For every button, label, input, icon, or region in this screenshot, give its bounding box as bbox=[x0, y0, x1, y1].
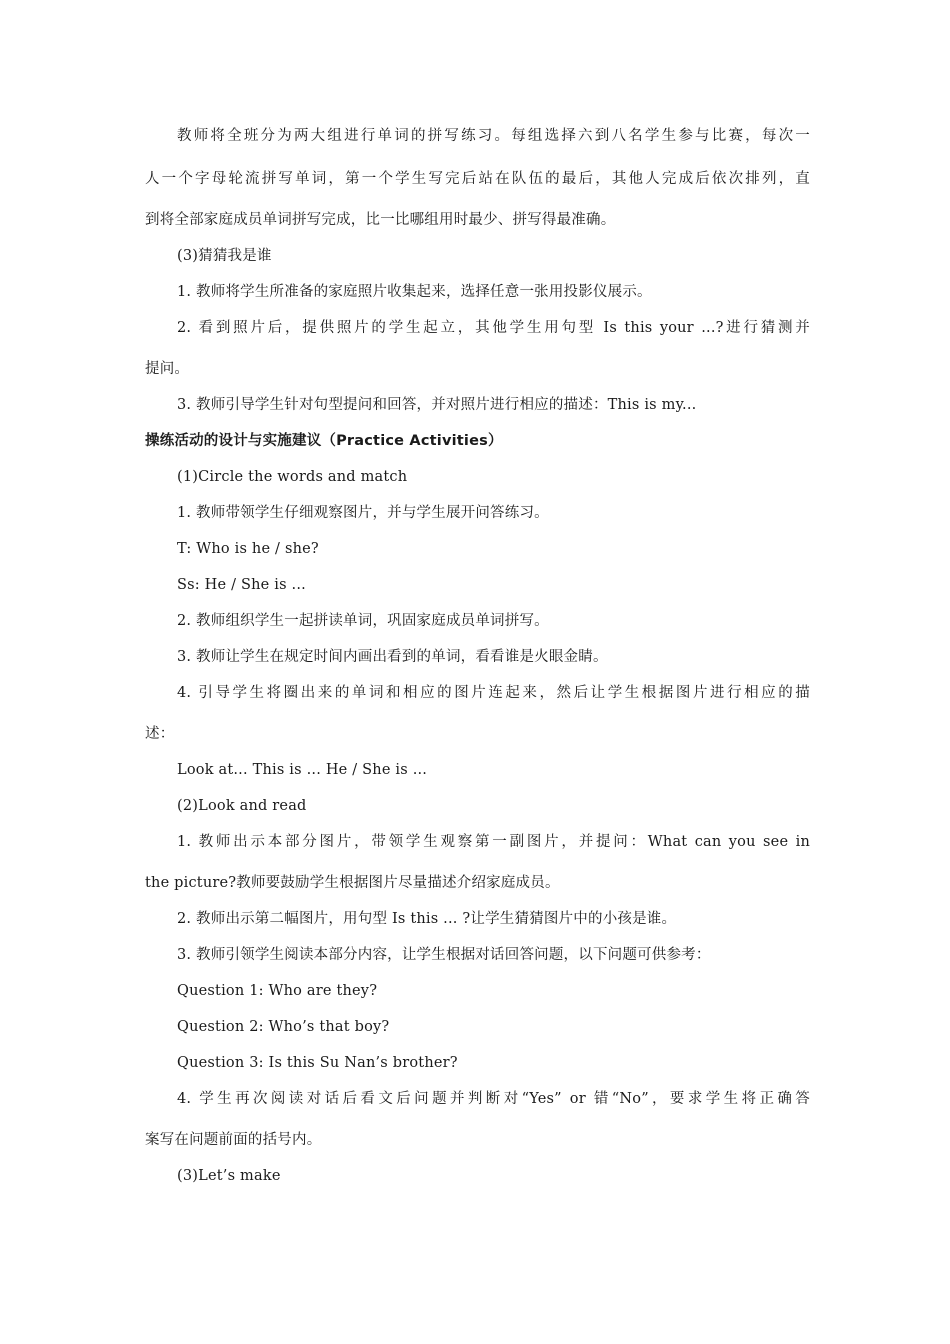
section-subheading: (2)Look and read bbox=[177, 798, 307, 814]
example-sentence: Look at... This is ... He / She is ... bbox=[177, 762, 428, 778]
section-subheading: (3)猜猜我是谁 bbox=[177, 248, 272, 264]
list-item: 3. 教师引导学生针对句型提问和回答，并对照片进行相应的描述：This is my... bbox=[177, 397, 697, 413]
list-item: 1. 教师将学生所准备的家庭照片收集起来，选择任意一张用投影仪展示。 bbox=[177, 284, 652, 300]
list-item: 4. 引导学生将圈出来的单词和相应的图片连起来，然后让学生根据图片进行相应的描 bbox=[177, 685, 810, 701]
list-item: 1. 教师带领学生仔细观察图片，并与学生展开问答练习。 bbox=[177, 505, 549, 521]
list-item: 4. 学生再次阅读对话后看文后问题并判断对“Yes” or 错“No”，要求学生将正确答 bbox=[177, 1091, 810, 1107]
list-item: 2. 看到照片后，提供照片的学生起立，其他学生用句型 Is this your ...?进行猜测并 bbox=[177, 320, 810, 336]
dialogue-line: T: Who is he / she? bbox=[177, 541, 319, 557]
question-line: Question 3: Is this Su Nan’s brother? bbox=[177, 1055, 458, 1071]
question-line: Question 2: Who’s that boy? bbox=[177, 1019, 390, 1035]
paragraph-line: 人一个字母轮流拼写单词，第一个学生写完后站在队伍的最后，其他人完成后依次排列，直 bbox=[145, 171, 810, 187]
list-item: 1. 教师出示本部分图片，带领学生观察第一副图片，并提问：What can you see in bbox=[177, 834, 810, 850]
list-item-continuation: 述： bbox=[145, 726, 175, 742]
question-line: Question 1: Who are they? bbox=[177, 983, 378, 999]
section-subheading: (1)Circle the words and match bbox=[177, 469, 408, 485]
paragraph-line: 教师将全班分为两大组进行单词的拼写练习。每组选择六到八名学生参与比赛，每次一 bbox=[177, 128, 810, 144]
list-item: 3. 教师引领学生阅读本部分内容，让学生根据对话回答问题，以下问题可供参考： bbox=[177, 947, 711, 963]
list-item-continuation: 提问。 bbox=[145, 361, 190, 377]
list-item: 2. 教师组织学生一起拼读单词，巩固家庭成员单词拼写。 bbox=[177, 613, 549, 629]
list-item: 3. 教师让学生在规定时间内画出看到的单词，看看谁是火眼金睛。 bbox=[177, 649, 608, 665]
paragraph-line: 到将全部家庭成员单词拼写完成，比一比哪组用时最少、拼写得最准确。 bbox=[145, 212, 616, 228]
dialogue-line: Ss: He / She is ... bbox=[177, 577, 306, 593]
list-item: 2. 教师出示第二幅图片，用句型 Is this ... ?让学生猜猜图片中的小孩是谁。 bbox=[177, 911, 677, 927]
section-subheading: (3)Let’s make bbox=[177, 1168, 281, 1184]
list-item-continuation: 案写在问题前面的括号内。 bbox=[145, 1132, 322, 1148]
list-item-continuation: the picture?教师要鼓励学生根据图片尽量描述介绍家庭成员。 bbox=[145, 875, 560, 891]
section-heading: 操练活动的设计与实施建议（Practice Activities） bbox=[145, 433, 503, 449]
